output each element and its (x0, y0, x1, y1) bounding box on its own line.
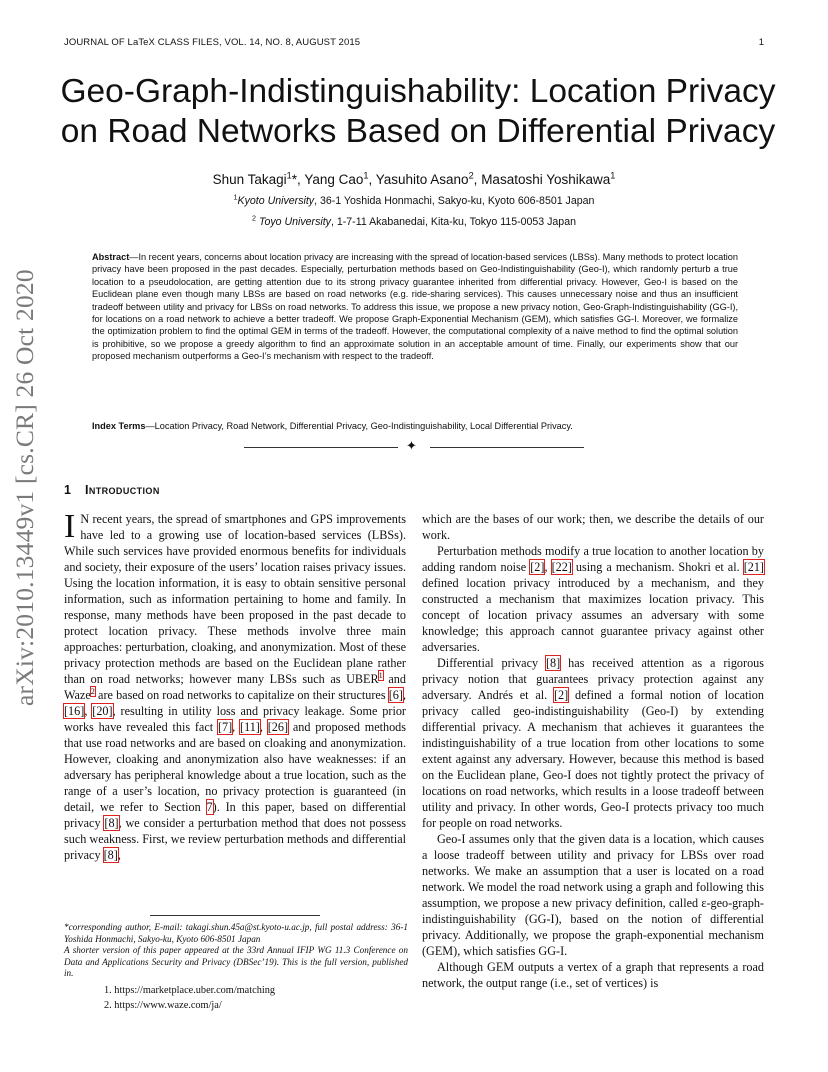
author-list: Shun Takagi$^1$*, Yang Cao$^1$, Yasuhito Asano$^2$, Masatoshi Yoshikawa$^1$ (212, 170, 616, 187)
footnote-url[interactable]: 2. https://www.waze.com/ja/ (104, 1000, 222, 1011)
text-run: , (117, 848, 121, 862)
shorter-version-note: A shorter version of this paper appeared at the 33rd Annual IFIP WG 11.3 Conference on Data and Applications Security and Privacy (DBSec’19). This is the full version, published in. (64, 945, 408, 978)
text-run: using a mechanism. Shokri et al. (571, 560, 744, 574)
left-column (64, 508, 407, 863)
citation-link[interactable]: [21] (743, 560, 764, 574)
affil-sup: 2 (252, 213, 256, 223)
text-run: Differential privacy (437, 656, 546, 670)
paragraph: I N recent years, the spread of smartphones and GPS improvements have led to a growing use of location-based services (LBSs). While such services have provided enormous benefits for individuals and society, their exposure of the users’ location raises privacy issues. Using the location information, it is easy to obtain sensitive personal information, such as information pertaining to home and family. In response, many methods have been proposed in the past decade to protect location privacy. These methods involve three main approaches: perturbation, cloaking, and anonymization. Most of these privacy protection methods are based on the Euclidean plane rather than on road networks; however many LBSs such as UBER$^1$ and Waze$^2$ are based on road networks to capitalize on their structures [6], [16], [20], resulting in utility loss and privacy leakage. Some prior works have revealed this fact [7], [11], [26] and proposed methods that use road networks and are based on cloaking and anonymization. However, cloaking and anonymization also have weaknesses: if an adversary has peripheral knowledge about a true location, such as the range of a user’s location, no privacy protection is guaranteed (in detail, we refer to Section 7). In this paper, based on differential privacy [8], we consider a perturbation method that does not possess such weakness. First, we review perturbation methods and differential privacy [8], (64, 508, 407, 862)
separator-rule-right (430, 447, 584, 448)
text-run: and proposed methods that use road networks and are based on cloaking and anonymization. However, cloaking and anonymization also have weaknesses: if an adversary has peripheral knowledge about a true location, such as the range of a user’s location, no privacy protection is guaranteed (in detail, we refer to Section (64, 720, 407, 814)
footnote-text (64, 922, 408, 980)
text-run: defined a formal notion of location privacy called geo-indistinguishability (Geo-I) by extending differential privacy. A mechanism that achieves it guarantees the indistinguishability of a true location from other locations to some extent against any adversary. However, because this method is based on the Euclidean plane, Geo-I does not tightly protect the privacy of locations on road networks, which results in a loose tradeoff between utility and privacy. In other words, Geo-I protects privacy too much for people on road networks. (422, 688, 764, 830)
title-line-2: on Road Networks Based on Differential Privacy (60, 113, 776, 150)
separator-rule-left (244, 447, 398, 448)
citation-link[interactable]: [11] (240, 720, 260, 734)
text-run: N recent years, the spread of smartphones and GPS improvements have led to a growing use of location-based services (LBSs). While such services have provided enormous benefits for individuals and society, their exposure of the users’ location raises privacy issues. Using the location information, it is easy to obtain sensitive personal information, such as information pertaining to home and family. In response, many methods have been proposed in the past decade to protect location privacy. These methods involve three main approaches: perturbation, cloaking, and anonymization. Most of these privacy protection methods are based on the Euclidean plane rather than on road networks; however many LBSs such as UBER (64, 512, 406, 686)
abstract-label: Abstract (92, 252, 130, 262)
paragraph: Although GEM outputs a vertex of a graph that represents a road network, the output range (i.e., set of vertices) is (422, 960, 764, 990)
section-heading (64, 483, 160, 497)
citation-link[interactable]: [20] (92, 704, 113, 718)
affiliation-1 (60, 192, 768, 207)
affil-address: , 36-1 Yoshida Honmachi, Sakyo-ku, Kyoto 606-8501 Japan (314, 195, 595, 207)
page-number: 1 (758, 37, 764, 48)
author-name: Yasuhito Asano (375, 172, 469, 187)
paragraph: Geo-I assumes only that the given data is a location, which causes a loose tradeoff between utility and privacy for LBSs over road networks. We make an assumption that a user is located on a road network. We model the road network using a graph and following this assumption, we propose a new privacy definition, called ε-geo-graph-indistinguishability (GG-I), based on the notion of differential privacy. Additionally, we propose the graph-exponential mechanism (GEM), which satisfies GG-I. (422, 832, 764, 958)
affil-sup: 1 (233, 192, 238, 202)
abstract (92, 251, 738, 363)
drop-cap: I (64, 508, 76, 545)
separator-diamond-icon: ✦ (406, 438, 417, 453)
footnote-link[interactable]: 1 (378, 670, 383, 680)
author-name: Yang Cao (304, 172, 364, 187)
text-run: defined location privacy introduced by a mechanism, and they constructed a mechanism that maximizes location privacy. This concept of location privacy assumes an adversary with some knowledge; this approach cannot guarantee privacy against other adversaries. (422, 576, 764, 654)
right-column (422, 511, 764, 991)
affiliation-2 (60, 213, 768, 228)
author-affil-sup: 2 (468, 170, 474, 181)
index-terms (92, 420, 738, 432)
corresponding-note: *corresponding author, E-mail: takagi.shun.45a@st.kyoto-u.ac.jp, full postal address: 36-1 Yoshida Honmachi, Sakyo-ku, Kyoto 606-8501 Japan (64, 922, 408, 944)
arxiv-stamp[interactable]: arXiv:2010.13449v1 [cs.CR] 26 Oct 2020 (10, 269, 39, 706)
citation-link[interactable]: [8] (104, 816, 119, 830)
text-run: ). In this paper, based on differential privacy (64, 800, 407, 830)
footnote-rule (150, 915, 320, 916)
text-run: , resulting in utility loss and privacy leakage. Some prior works have revealed this fact (64, 704, 406, 734)
text-run: and Waze (64, 672, 406, 702)
author-name: Shun Takagi (212, 172, 287, 187)
text-run: Perturbation methods modify a true location to another location by adding random noise (422, 544, 764, 574)
citation-link[interactable]: [2] (530, 560, 545, 574)
url-footnotes (104, 983, 275, 1013)
index-terms-label: Index Terms (92, 421, 146, 431)
affil-address: , 1-7-11 Akabanedai, Kita-ku, Tokyo 115-0053 Japan (330, 216, 576, 228)
paragraph: Perturbation methods modify a true location to another location by adding random noise [2], [22] using a mechanism. Shokri et al. [21] defined location privacy introduced by a mechanism, and they constructed a mechanism that maximizes location privacy. This concept of location privacy assumes an adversary with some knowledge; this approach cannot guarantee privacy against other adversaries. (422, 544, 764, 654)
text-run: has received attention as a rigorous privacy notion that guarantees privacy protection against any adversary. Andrés et al. (422, 656, 764, 702)
text-run: are based on road networks to capitalize on their structures (94, 688, 389, 702)
affil-institution: Toyo University (258, 216, 331, 228)
section-title: Introduction (84, 483, 160, 497)
affil-institution: Kyoto University (237, 195, 315, 207)
citation-link[interactable]: [16] (64, 704, 85, 718)
paragraph (422, 655, 764, 831)
citation-link[interactable]: [6] (388, 688, 403, 702)
footnote-url[interactable]: 1. https://marketplace.uber.com/matching (104, 985, 275, 996)
citation-link[interactable]: [2] (553, 688, 569, 702)
citation-link[interactable]: [22] (551, 560, 572, 574)
abstract-text: —In recent years, concerns about location privacy are increasing with the spread of location-based services (LBSs). Many methods to protect location privacy have been proposed in the past decades. Especially, perturbation methods based on Geo-Indistinguishability (Geo-I), which randomly perturb a true location to a pseudolocation, are getting attention due to its strong privacy guarantee inherited from differential privacy. However, Geo-I is based on the Euclidean plane even though many LBSs are based on road networks (e.g. ride-sharing services). This causes unnecessary noise and thus an insufficient tradeoff between utility and privacy for LBSs on road networks. To address this issue, we propose a new privacy notion, Geo-Graph-Indistinguishability (GG-I), for locations on a road network to achieve a better tradeoff. We propose Graph-Exponential Mechanism (GEM), which satisfies GG-I. Moreover, we formalize the optimization problem to find the optimal GEM in terms of the tradeoff. However, the computational complexity of a naive method to find the optimal solution is prohibitive, so we propose a greedy algorithm to find an approximate solution in an acceptable amount of time. Finally, our experiments show that our proposed mechanism outperforms a Geo-I’s mechanism with respect to the tradeoff. (92, 252, 739, 362)
citation-link[interactable]: [8] (545, 656, 561, 670)
index-terms-text: —Location Privacy, Road Network, Differential Privacy, Geo-Indistinguishability, Local Differential Privacy. (145, 421, 573, 431)
paragraph: which are the bases of our work; then, we describe the details of our work. (422, 512, 764, 542)
text-run: , we consider a perturbation method that does not possess such weakness. First, we review perturbation methods and differential privacy (64, 816, 406, 862)
citation-link[interactable]: [7] (217, 720, 233, 734)
author-affil-sup: 1 (286, 170, 292, 181)
author-affil-sup: 1 (363, 170, 369, 181)
section-link[interactable]: 7 (206, 800, 213, 814)
citation-link[interactable]: [8] (103, 848, 118, 862)
title-line-1: Geo-Graph-Indistinguishability: Location Privacy (60, 73, 776, 110)
corresponding-mark: * (291, 172, 298, 187)
section-number: 1 (64, 483, 71, 497)
running-header: JOURNAL OF LaTeX CLASS FILES, VOL. 14, NO. 8, AUGUST 2015 (64, 37, 361, 48)
author-affil-sup: 1 (610, 170, 616, 181)
footnote-link[interactable]: 2 (90, 686, 95, 696)
author-name: Masatoshi Yoshikawa (481, 172, 611, 187)
citation-link[interactable]: [26] (267, 720, 289, 734)
paper-title (50, 72, 786, 152)
